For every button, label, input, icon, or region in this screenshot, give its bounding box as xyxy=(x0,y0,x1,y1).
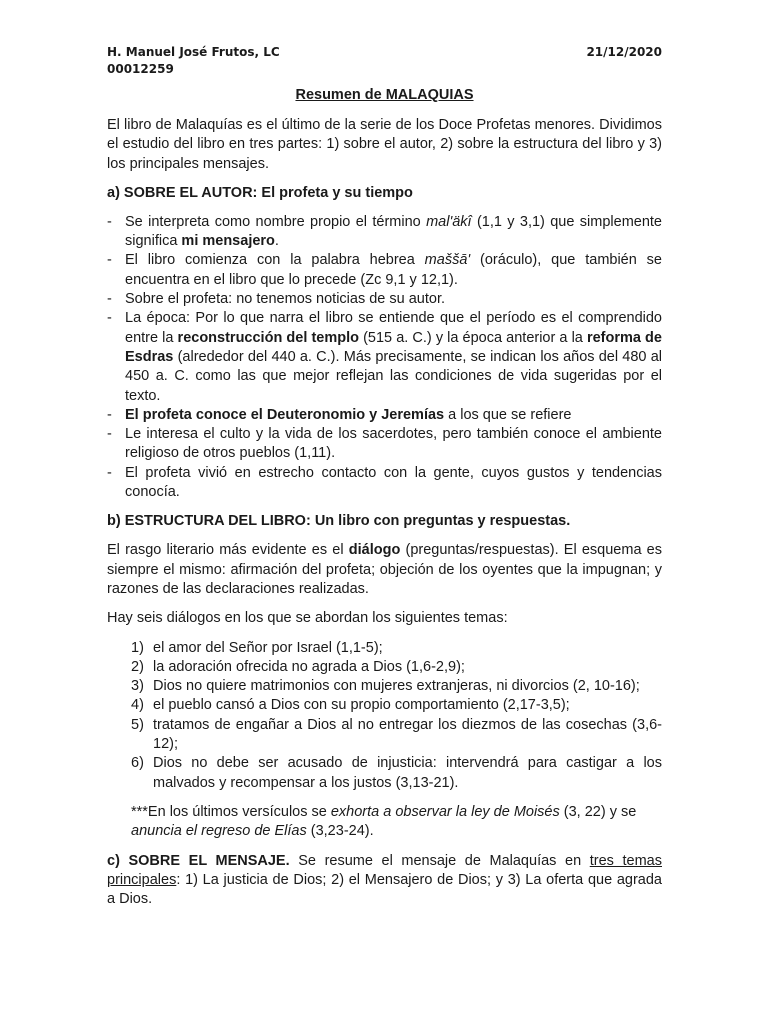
list-item: - El profeta conoce el Deuteronomio y Jeremías a los que se refiere xyxy=(107,406,662,425)
list-item: 1) el amor del Señor por Israel (1,1-5); xyxy=(131,639,383,656)
list-item: - El profeta vivió en estrecho contacto con la gente, cuyos gustos y tendencias conocía. xyxy=(107,464,662,503)
list-item: - Le interesa el culto y la vida de los sacerdotes, pero también conoce el ambiente religioso de otros pueblos (1,11). xyxy=(107,425,662,464)
intro-paragraph: El libro de Malaquías es el último de la serie de los Doce Profetas menores. Dividimos el estudio del libro en tres partes: 1) sobre el autor, 2) sobre la estructura del libro y 3) los principales mensajes. xyxy=(107,117,662,172)
list-item: 3) Dios no quiere matrimonios con mujeres extranjeras, ni divorcios (2, 10-16); xyxy=(131,678,640,695)
list-item: 5) tratamos de engañar a Dios al no entregar los diezmos de las cosechas (3,6-12); xyxy=(131,716,662,753)
dialogue-list xyxy=(107,639,662,793)
document-date: 21/12/2020 xyxy=(586,45,662,59)
list-item: 2) la adoración ofrecida no agrada a Dios (1,6-2,9); xyxy=(131,658,465,675)
list-item: - El libro comienza con la palabra hebrea maššā' (oráculo), que también se encuentra en el libro que lo precede (Zc 9,1 y 12,1). xyxy=(107,251,662,290)
section-c-heading: c) SOBRE EL MENSAJE. xyxy=(107,852,290,869)
final-verses-note: ***En los últimos versículos se exhorta a observar la ley de Moisés (3, 22) y se anuncia el regreso de Elías (3,23-24). xyxy=(131,803,637,840)
document-title: Resumen de MALAQUIAS xyxy=(295,87,474,103)
document-header xyxy=(107,44,662,78)
section-a-list xyxy=(107,213,662,502)
section-c-paragraph: c) SOBRE EL MENSAJE. Se resume el mensaje de Malaquías en tres temas principales: 1) La justicia de Dios; 2) el Mensajero de Dios; y 3) La oferta que agrada a Dios. xyxy=(107,852,662,908)
list-item: 6) Dios no debe ser acusado de injusticia: intervendrá para castigar a los malvados y recompensar a los justos (3,13-21). xyxy=(131,755,662,791)
list-item: - La época: Por lo que narra el libro se entiende que el período es el comprendido entre la reconstrucción del templo (515 a. C.) y la época anterior a la reforma de Esdras (alrededor del 440 a. C.). Más precisamente, se indican los años del 480 al 450 a. C. como las que mejor reflejan las condiciones de vida sugeridas por el texto. xyxy=(107,309,662,405)
author-name: H. Manuel José Frutos, LC xyxy=(107,45,280,59)
document-page xyxy=(107,44,662,909)
list-item: - Sobre el profeta: no tenemos noticias de su autor. xyxy=(107,290,662,309)
student-id: 00012259 xyxy=(107,62,174,76)
section-b-heading: b) ESTRUCTURA DEL LIBRO: Un libro con preguntas y respuestas. xyxy=(107,513,571,530)
section-b-paragraph: El rasgo literario más evidente es el diálogo (preguntas/respuestas). El esquema es siempre el mismo: afirmación del profeta; objeción de los oyentes que la impugnan; y razones de las declaraciones realizadas. xyxy=(107,542,662,597)
list-item: - Se interpreta como nombre propio el término mal'äkî (1,1 y 3,1) que simplemente significa mi mensajero. xyxy=(107,213,662,252)
section-b-lead: Hay seis diálogos en los que se abordan los siguientes temas: xyxy=(107,610,508,627)
section-a-heading: a) SOBRE EL AUTOR: El profeta y su tiempo xyxy=(107,184,413,201)
list-item: 4) el pueblo cansó a Dios con su propio comportamiento (2,17-3,5); xyxy=(131,697,570,714)
